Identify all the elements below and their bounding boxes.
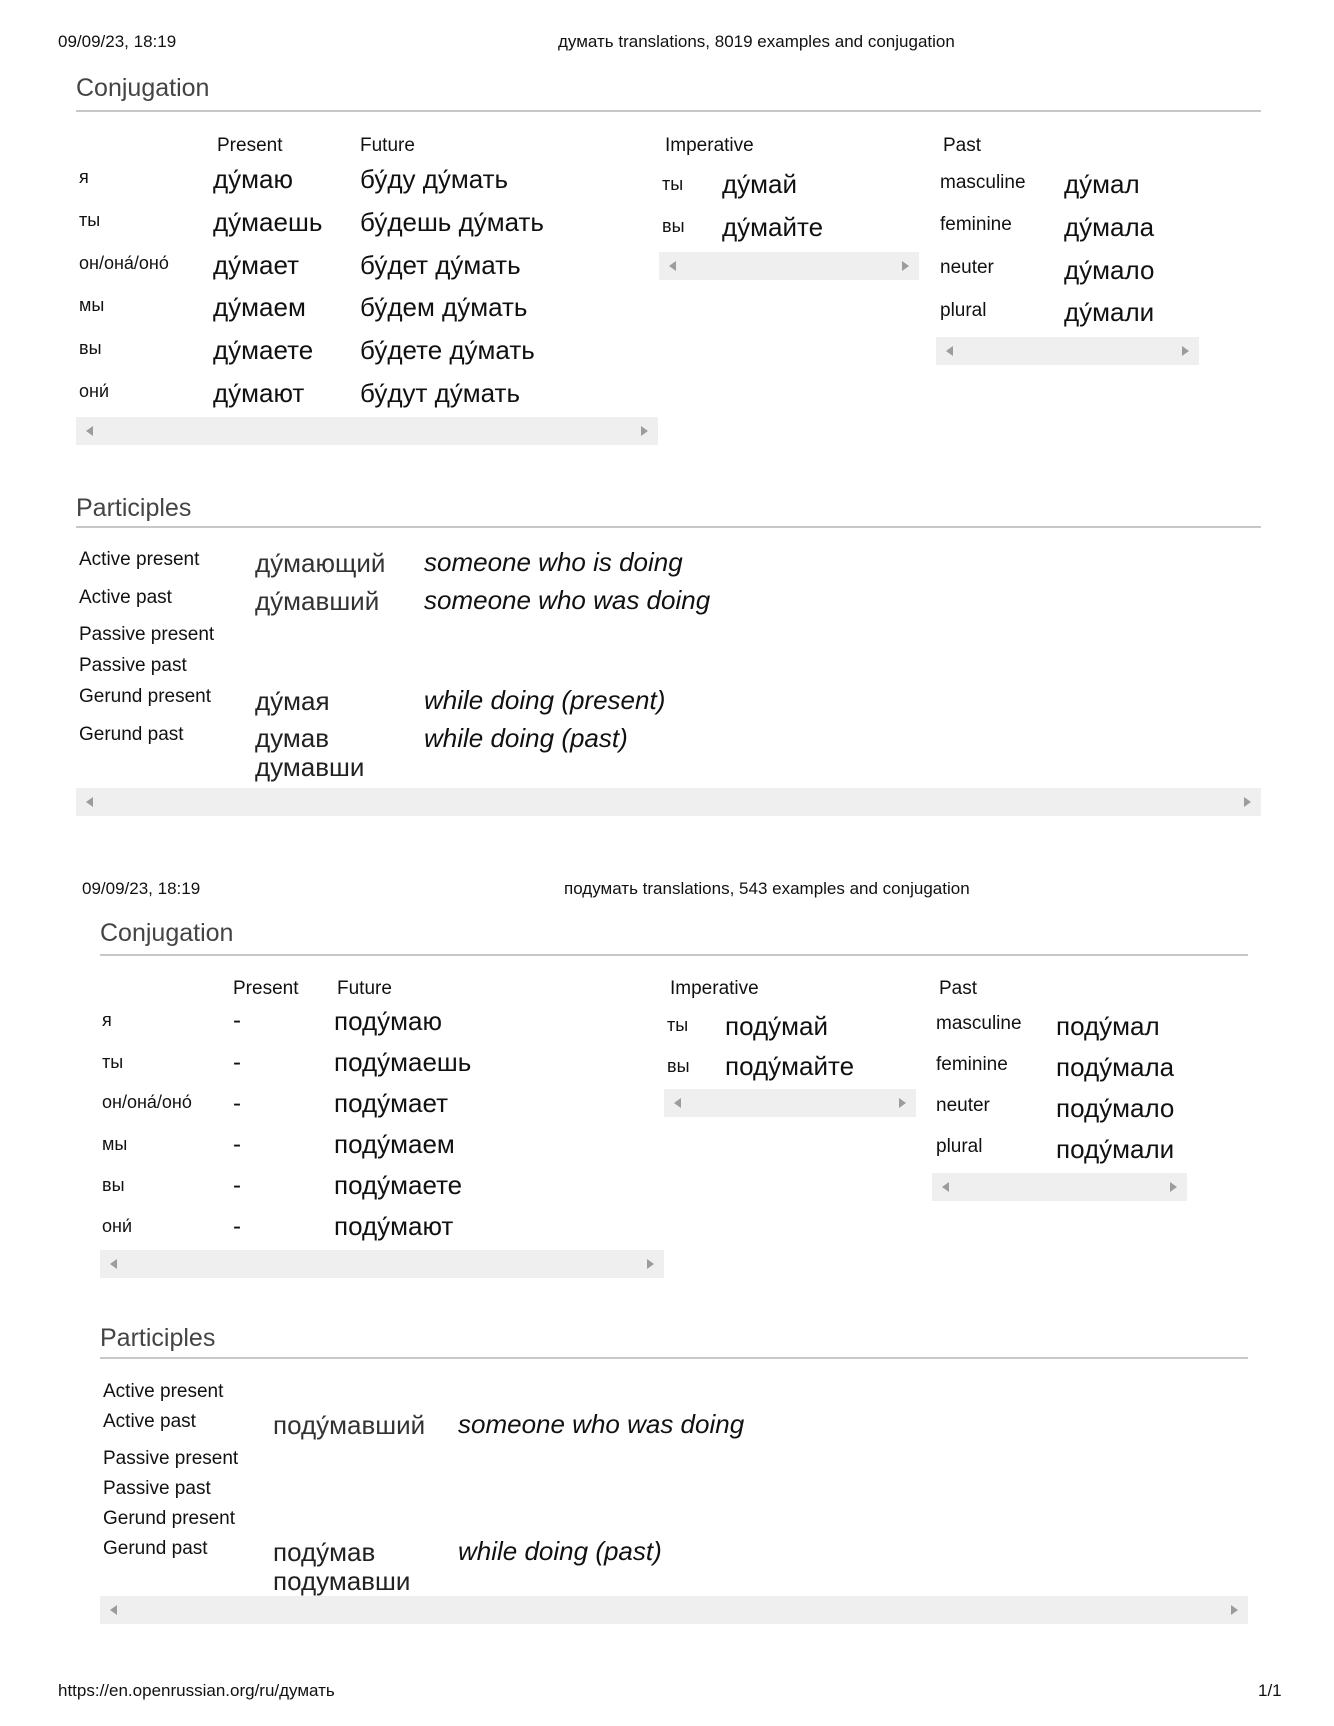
- future-form: бу́дем ду́мать: [360, 292, 528, 322]
- participle-label: Active present: [103, 1381, 224, 1402]
- print-title: думать translations, 8019 examples and conjugation: [558, 32, 955, 51]
- imperative-form: ду́май: [722, 169, 798, 199]
- imperative-form: поду́майте: [725, 1051, 855, 1081]
- present-form: -: [233, 1213, 241, 1240]
- past-label: feminine: [940, 214, 1012, 235]
- scroll-left-icon[interactable]: [946, 346, 953, 356]
- past-scrollbar[interactable]: [932, 1173, 1187, 1201]
- participle-description: while doing (past): [424, 723, 628, 753]
- present-form: ду́мают: [213, 378, 305, 408]
- pronoun: ты: [662, 174, 684, 194]
- participle-label: Passive past: [103, 1478, 211, 1499]
- conjugation-title: Conjugation: [76, 74, 210, 102]
- pronoun: мы: [79, 295, 105, 315]
- pronoun: ты: [102, 1052, 124, 1072]
- participle-form: поду́мав: [273, 1537, 376, 1567]
- participle-label: Passive present: [103, 1448, 239, 1469]
- section-header-title: подумать translations, 543 examples and conjugation: [564, 879, 970, 898]
- future-form: поду́маю: [334, 1006, 442, 1036]
- past-form: ду́мал: [1064, 169, 1140, 199]
- present-form: -: [233, 1090, 241, 1117]
- pronoun: ты: [79, 210, 101, 230]
- conjugation-divider: [76, 110, 1261, 112]
- footer-url[interactable]: https://en.openrussian.org/ru/думать: [58, 1681, 335, 1700]
- past-header: Past: [943, 135, 982, 156]
- participles-scrollbar[interactable]: [76, 788, 1261, 816]
- pronoun: мы: [102, 1134, 128, 1154]
- scroll-right-icon[interactable]: [641, 426, 648, 436]
- pronoun: они́: [102, 1216, 133, 1236]
- scroll-right-icon[interactable]: [1231, 1605, 1238, 1615]
- print-datetime: 09/09/23, 18:19: [58, 32, 177, 51]
- past-form: поду́мали: [1056, 1134, 1175, 1164]
- pronoun: он/она́/оно́: [79, 253, 169, 273]
- present-form: -: [233, 1007, 241, 1034]
- participle-label: Passive past: [79, 655, 187, 676]
- section-datetime: 09/09/23, 18:19: [82, 879, 201, 898]
- participle-form: думав: [255, 723, 330, 753]
- conjugation-divider: [100, 954, 1248, 956]
- col-present-header: Present: [217, 135, 283, 156]
- future-form: бу́дете ду́мать: [360, 335, 535, 365]
- participle-label: Gerund past: [79, 724, 184, 745]
- past-form: поду́мало: [1056, 1093, 1175, 1123]
- future-form: поду́маем: [334, 1129, 455, 1159]
- past-label: masculine: [936, 1013, 1022, 1034]
- scroll-right-icon[interactable]: [1244, 797, 1251, 807]
- participle-form-alt: подумавши: [273, 1566, 411, 1596]
- scroll-left-icon[interactable]: [942, 1182, 949, 1192]
- imperative-header: Imperative: [665, 135, 754, 156]
- present-form: -: [233, 1049, 241, 1076]
- scroll-right-icon[interactable]: [647, 1259, 654, 1269]
- future-form: бу́ду ду́мать: [360, 164, 509, 194]
- imperative-form: ду́майте: [722, 212, 824, 242]
- past-label: feminine: [936, 1054, 1008, 1075]
- participle-label: Active past: [103, 1411, 196, 1432]
- past-label: plural: [940, 300, 987, 321]
- scroll-left-icon[interactable]: [86, 426, 93, 436]
- past-label: neuter: [936, 1095, 990, 1116]
- present-form: ду́мает: [213, 250, 300, 280]
- scroll-left-icon[interactable]: [674, 1098, 681, 1108]
- scroll-right-icon[interactable]: [902, 261, 909, 271]
- col-present-header: Present: [233, 978, 299, 999]
- pronoun: они́: [79, 381, 110, 401]
- future-form: бу́дешь ду́мать: [360, 207, 544, 237]
- present-future-scrollbar[interactable]: [100, 1250, 664, 1278]
- participle-form: ду́мая: [255, 686, 330, 716]
- past-label: masculine: [940, 172, 1026, 193]
- future-form: бу́дут ду́мать: [360, 378, 521, 408]
- imperative-scrollbar[interactable]: [659, 252, 919, 280]
- participle-form: ду́мавший: [255, 586, 380, 616]
- participle-description: someone who was doing: [458, 1409, 745, 1439]
- footer-page-number: 1/1: [1258, 1681, 1282, 1700]
- past-scrollbar[interactable]: [936, 337, 1199, 365]
- imperative-header: Imperative: [670, 978, 759, 999]
- scroll-right-icon[interactable]: [1170, 1182, 1177, 1192]
- participle-description: while doing (present): [424, 685, 666, 715]
- col-future-header: Future: [337, 978, 392, 999]
- scroll-left-icon[interactable]: [110, 1605, 117, 1615]
- pronoun: вы: [662, 216, 685, 236]
- pronoun: вы: [102, 1175, 125, 1195]
- scroll-left-icon[interactable]: [110, 1259, 117, 1269]
- participle-label: Gerund present: [79, 686, 212, 707]
- future-form: поду́маете: [334, 1170, 463, 1200]
- present-form: -: [233, 1131, 241, 1158]
- participles-title: Participles: [76, 494, 192, 522]
- past-form: поду́мала: [1056, 1052, 1175, 1082]
- participle-description: someone who was doing: [424, 585, 711, 615]
- past-label: plural: [936, 1136, 983, 1157]
- past-form: поду́мал: [1056, 1011, 1160, 1041]
- pronoun: вы: [667, 1056, 690, 1076]
- participle-form: поду́мавший: [273, 1410, 426, 1440]
- pronoun: я: [79, 167, 89, 187]
- pronoun: я: [102, 1010, 112, 1030]
- imperative-form: поду́май: [725, 1011, 828, 1041]
- participle-form-alt: думавши: [255, 752, 365, 782]
- scroll-left-icon[interactable]: [669, 261, 676, 271]
- present-form: ду́маю: [213, 164, 294, 194]
- future-form: поду́мают: [334, 1211, 454, 1241]
- scroll-right-icon[interactable]: [1182, 346, 1189, 356]
- participles-divider: [100, 1357, 1248, 1359]
- present-form: ду́маете: [213, 335, 314, 365]
- participles-scrollbar[interactable]: [100, 1596, 1248, 1624]
- participle-label: Gerund past: [103, 1538, 208, 1559]
- participle-description: someone who is doing: [424, 547, 683, 577]
- future-form: бу́дет ду́мать: [360, 250, 521, 280]
- scroll-left-icon[interactable]: [86, 797, 93, 807]
- participle-label: Active past: [79, 587, 172, 608]
- imperative-scrollbar[interactable]: [664, 1089, 916, 1117]
- conjugation-title: Conjugation: [100, 919, 234, 947]
- present-form: ду́маем: [213, 292, 306, 322]
- pronoun: ты: [667, 1015, 689, 1035]
- past-label: neuter: [940, 257, 994, 278]
- future-form: поду́мает: [334, 1088, 448, 1118]
- future-form: поду́маешь: [334, 1047, 472, 1077]
- pronoun: он/она́/оно́: [102, 1092, 192, 1112]
- participle-label: Passive present: [79, 624, 215, 645]
- participle-label: Active present: [79, 549, 200, 570]
- scroll-right-icon[interactable]: [899, 1098, 906, 1108]
- past-form: ду́мала: [1064, 212, 1155, 242]
- present-form: ду́маешь: [213, 207, 323, 237]
- pronoun: вы: [79, 338, 102, 358]
- participle-label: Gerund present: [103, 1508, 236, 1529]
- participle-description: while doing (past): [458, 1536, 662, 1566]
- participles-divider: [76, 526, 1261, 528]
- past-form: ду́мали: [1064, 297, 1155, 327]
- past-header: Past: [939, 978, 978, 999]
- participle-form: ду́мающий: [255, 548, 386, 578]
- participles-title: Participles: [100, 1324, 216, 1352]
- present-future-scrollbar[interactable]: [76, 417, 658, 445]
- present-form: -: [233, 1172, 241, 1199]
- col-future-header: Future: [360, 135, 415, 156]
- past-form: ду́мало: [1064, 255, 1155, 285]
